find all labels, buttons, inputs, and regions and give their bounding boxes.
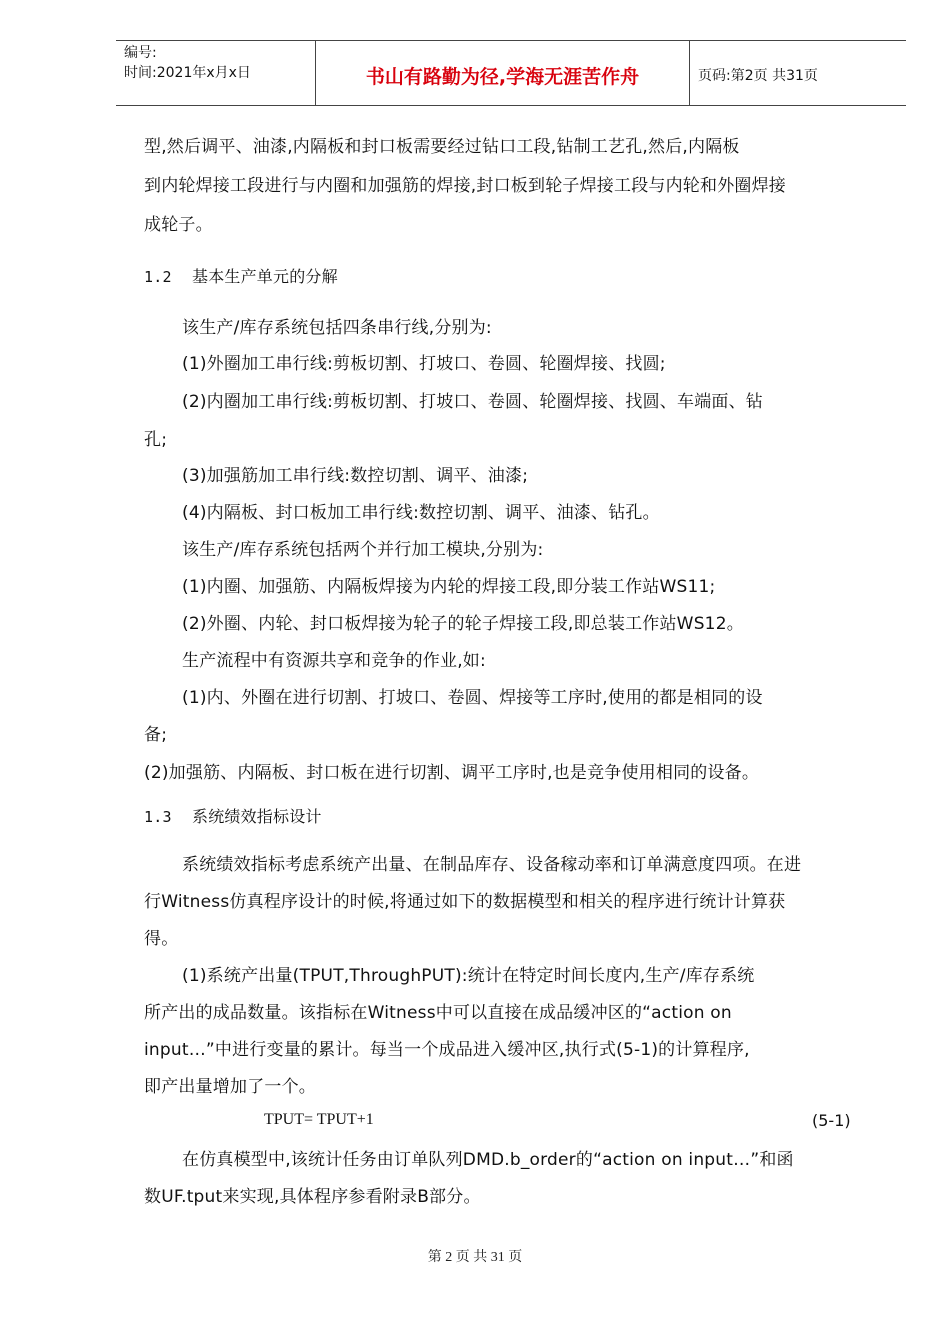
equation-label: (5-1) [812,1111,851,1130]
body-line: 所产出的成品数量。该指标在Witness中可以直接在成品缓冲区的“action on [144,1003,732,1023]
body-line: 得。 [144,929,179,949]
body-line: (1)外圈加工串行线:剪板切割、打坡口、卷圆、轮圈焊接、找圆; [182,354,666,374]
equation-expression: TPUT= TPUT+1 [264,1111,374,1128]
body-line: 孔; [144,430,168,450]
body-line: 系统绩效指标考虑系统产出量、在制品库存、设备稼动率和订单满意度四项。在进 [182,855,802,875]
body-line: (1)内、外圈在进行切割、打坡口、卷圆、焊接等工序时,使用的都是相同的设 [182,688,763,708]
body-line: 数UF.tput来实现,具体程序参看附录B部分。 [144,1187,481,1207]
section-number: 1.2 [144,268,172,286]
page-footer: 第 2 页 共 31 页 [427,1250,523,1265]
body-line: (1)内圈、加强筋、内隔板焊接为内轮的焊接工段,即分装工作站WS11; [182,577,716,597]
body-line: 成轮子。 [144,215,213,235]
section-title: 系统绩效指标设计 [192,807,322,826]
body-line: 型,然后调平、油漆,内隔板和封口板需要经过钻口工段,钻制工艺孔,然后,内隔板 [144,137,740,157]
number-label: 编号: [124,45,157,61]
body-line: 即产出量增加了一个。 [144,1077,316,1097]
body-line: 备; [144,725,168,745]
body-line: (3)加强筋加工串行线:数控切割、调平、油漆; [182,466,529,486]
section-heading-1-2 [144,264,876,290]
body-line: 在仿真模型中,该统计任务由订单队列DMD.b_order的“action on input…”和函 [182,1150,794,1170]
body-line: 到内轮焊接工段进行与内圈和加强筋的焊接,封口板到轮子焊接工段与内轮和外圈焊接 [144,176,787,196]
body-line: 该生产/库存系统包括四条串行线,分别为: [182,318,492,338]
section-number: 1.3 [144,808,172,826]
section-title: 基本生产单元的分解 [192,267,338,286]
header-page-info: 页码:第2页 共31页 [698,68,818,84]
header-motto: 书山有路勤为径,学海无涯苦作舟 [316,41,690,105]
body-line: (4)内隔板、封口板加工串行线:数控切割、调平、油漆、钻孔。 [182,503,660,523]
body-line: (2)外圈、内轮、封口板焊接为轮子的轮子焊接工段,即总装工作站WS12。 [182,614,744,634]
body-line: (2)内圈加工串行线:剪板切割、打坡口、卷圆、轮圈焊接、找圆、车端面、钻 [182,392,764,412]
body-line: input…”中进行变量的累计。每当一个成品进入缓冲区,执行式(5-1)的计算程序, [144,1040,750,1060]
body-line: 行Witness仿真程序设计的时候,将通过如下的数据模型和相关的程序进行统计计算获 [144,892,786,912]
body-line: 该生产/库存系统包括两个并行加工模块,分别为: [182,540,544,560]
header-meta [116,41,316,105]
body-line: (1)系统产出量(TPUT,ThroughPUT):统计在特定时间长度内,生产/库存系统 [182,966,755,986]
body-line: 生产流程中有资源共享和竞争的作业,如: [182,651,486,671]
time-label: 时间:2021年x月x日 [124,65,251,81]
page-header [116,40,906,106]
section-heading-1-3 [144,804,876,830]
body-line: (2)加强筋、内隔板、封口板在进行切割、调平工序时,也是竞争使用相同的设备。 [144,763,760,783]
